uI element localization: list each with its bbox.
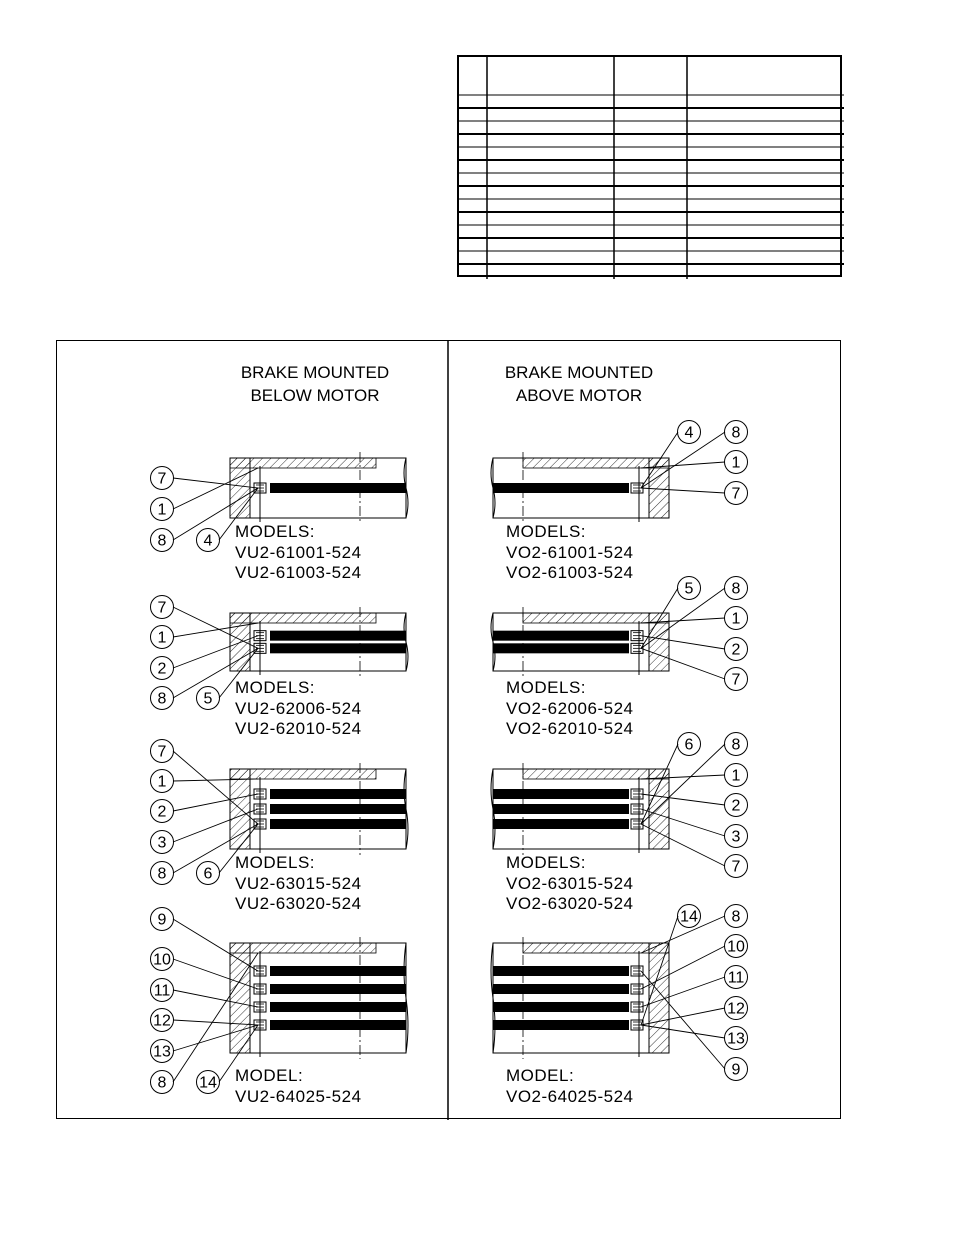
friction-disc [493,643,629,653]
callout-number: 13 [153,1043,171,1061]
callout-number: 2 [731,641,741,659]
friction-disc [493,483,629,493]
heading-below-line-1: BRAKE MOUNTED [240,363,390,382]
housing-top-flange [523,613,669,623]
friction-disc [270,804,406,814]
callout-number: 11 [153,982,171,1000]
callout-number: 7 [731,671,741,689]
models-label: MODEL: [235,1066,304,1085]
model-number: VU2-61003-524 [235,563,362,582]
housing-top-flange [230,943,376,953]
models-label: MODELS: [506,678,587,697]
callout-number: 10 [153,951,171,969]
brake-assembly-above-1 [491,421,748,583]
housing-top-flange [230,613,376,623]
callout-number: 6 [684,736,694,754]
callout-number: 7 [731,858,741,876]
heading-above-line-1: BRAKE MOUNTED [504,363,654,382]
brake-assembly-drawing [57,341,842,1120]
callout-number: 1 [157,501,167,519]
callout-number: 8 [157,532,167,550]
brake-assembly-above-3 [491,733,748,914]
callout-number: 11 [727,969,745,987]
callout-number: 8 [731,424,741,442]
model-number: VO2-61001-524 [506,543,634,562]
models-label: MODELS: [235,678,316,697]
callout-number: 8 [731,908,741,926]
callout-number: 7 [731,485,741,503]
callout-number: 12 [153,1012,171,1030]
friction-disc [270,966,406,976]
callout-number: 8 [157,690,167,708]
model-number: VO2-63015-524 [506,874,634,893]
callout-number: 3 [731,828,741,846]
callout-number: 2 [731,797,741,815]
callout-number: 8 [731,580,741,598]
housing-top-flange [230,769,376,779]
housing-top-flange [523,458,669,468]
callout-number: 8 [157,865,167,883]
brake-assembly-below-2 [151,596,409,739]
callout-number: 5 [203,690,213,708]
callout-number: 1 [731,454,741,472]
callout-number: 1 [731,767,741,785]
callout-number: 1 [157,629,167,647]
callout-number: 7 [157,470,167,488]
model-number: VU2-64025-524 [235,1087,362,1106]
callout-number: 3 [157,834,167,852]
model-number: VO2-61003-524 [506,563,634,582]
brake-assembly-above-4 [491,905,748,1107]
callout-number: 6 [203,865,213,883]
housing-top-flange [523,943,669,953]
friction-disc [270,819,406,829]
friction-disc [270,643,406,653]
friction-disc [493,1002,629,1012]
model-number: VO2-63020-524 [506,894,634,913]
friction-disc [270,631,406,641]
parts-table-grid [459,57,844,279]
friction-disc [493,984,629,994]
friction-disc [493,804,629,814]
model-number: VU2-62006-524 [235,699,362,718]
model-number: VU2-62010-524 [235,719,362,738]
models-label: MODELS: [235,522,316,541]
callout-number: 4 [203,532,213,550]
model-number: VU2-63020-524 [235,894,362,913]
callout-number: 12 [727,1000,745,1018]
callout-number: 1 [157,773,167,791]
heading-above [505,363,653,405]
callout-number: 7 [157,743,167,761]
model-number: VO2-62010-524 [506,719,634,738]
callout-number: 9 [731,1061,741,1079]
housing-top-flange [523,769,669,779]
models-label: MODEL: [506,1066,575,1085]
models-label: MODELS: [506,522,587,541]
brake-assembly-above-2 [491,577,748,739]
models-label: MODELS: [235,853,316,872]
callout-number: 7 [157,599,167,617]
models-label: MODELS: [506,853,587,872]
friction-disc [493,1020,629,1030]
friction-disc [493,966,629,976]
brake-assembly-below-4 [151,908,409,1107]
callout-number: 14 [680,908,698,926]
brake-assembly-figure [56,340,841,1119]
heading-below [241,363,389,405]
friction-disc [270,1002,406,1012]
friction-disc [270,984,406,994]
callout-number: 10 [727,938,745,956]
callout-number: 1 [731,610,741,628]
model-number: VU2-63015-524 [235,874,362,893]
callout-number: 9 [157,911,167,929]
brake-assembly-below-1 [151,452,409,582]
friction-disc [493,819,629,829]
friction-disc [493,631,629,641]
friction-disc [270,1020,406,1030]
friction-disc [270,789,406,799]
housing-outline [230,943,406,1053]
callout-number: 4 [684,424,694,442]
callout-number: 8 [157,1074,167,1092]
parts-table [457,55,842,277]
model-number: VO2-62006-524 [506,699,634,718]
housing-top-flange [230,458,376,468]
heading-below-line-2: BELOW MOTOR [250,386,380,405]
model-number: VU2-61001-524 [235,543,362,562]
callout-number: 8 [731,736,741,754]
callout-number: 13 [727,1030,745,1048]
model-number: VO2-64025-524 [506,1087,634,1106]
brake-assembly-below-3 [151,740,409,914]
callout-number: 2 [157,803,167,821]
heading-above-line-2: ABOVE MOTOR [515,386,643,405]
callout-number: 5 [684,580,694,598]
friction-disc [493,789,629,799]
friction-disc [270,483,406,493]
housing-outline [493,943,669,1053]
callout-number: 14 [199,1074,217,1092]
callout-number: 2 [157,660,167,678]
